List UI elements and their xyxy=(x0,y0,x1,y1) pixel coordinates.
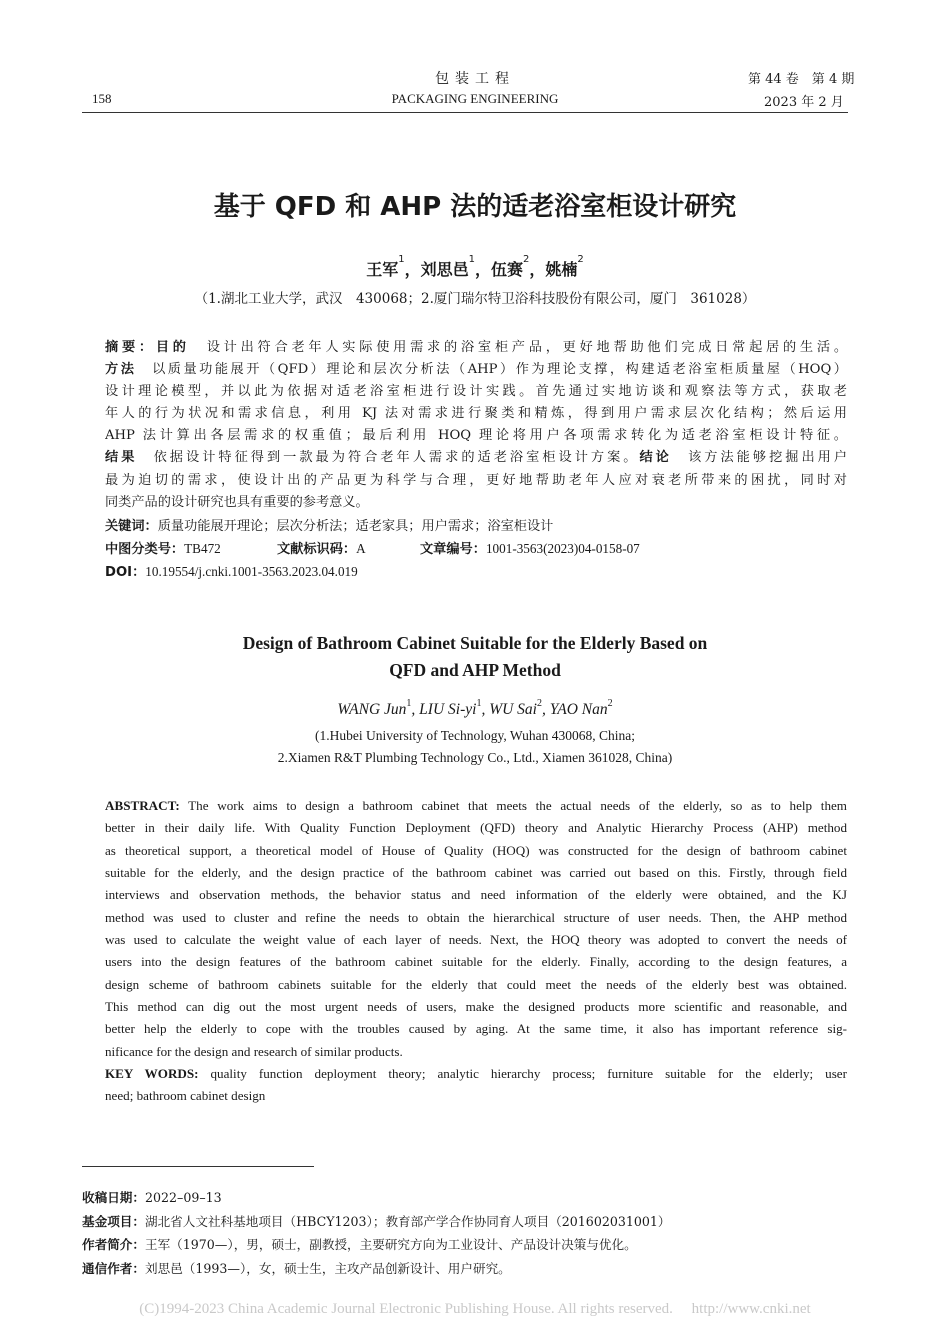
abstract-cn-label: 摘要： xyxy=(105,340,156,355)
author-affiliation-mark: 2 xyxy=(607,698,613,709)
abstract-text: 最为迫切的需求，使设计出的产品更为科学与合理，更好地帮助老年人应对衰老所带来的困扰，同时对 xyxy=(105,472,847,488)
doi-row xyxy=(105,561,358,580)
abstract-cn-line xyxy=(105,470,847,492)
footnote-label: 通信作者： xyxy=(82,1260,145,1276)
abstract-text: 依据设计特征得到一款最为符合老年人需求的适老浴室柜设计方案。 xyxy=(137,450,640,466)
abstract-cn-line xyxy=(105,492,847,514)
copyright-watermark: (C)1994-2023 China Academic Journal Electronic Publishing House. All rights reserved. http://www.cnki.net xyxy=(139,1301,811,1317)
abstract-text: The work aims to design a bathroom cabinet that meets the actual needs of the elderly, so as to help them xyxy=(179,798,847,813)
abstract-en-line xyxy=(105,817,847,839)
abstract-text: as theoretical support, a theoretical model of House of Quality (HOQ) was constructed for the design of bathroom cabinet xyxy=(105,842,847,858)
doi-label: DOI： xyxy=(105,565,146,580)
abstract-section-label: 结论 xyxy=(639,450,672,466)
author-name: YAO Nan xyxy=(549,701,608,718)
footnote-item xyxy=(82,1258,511,1277)
author-name: WU Sai xyxy=(489,701,537,718)
keywords-text: need; bathroom cabinet design xyxy=(105,1088,266,1104)
affiliation-cn: （1.湖北工业大学，武汉 430068；2.厦门瑞尔特卫浴科技股份有限公司，厦门 361028） xyxy=(194,291,756,307)
author-name: WANG Jun xyxy=(337,701,407,718)
keywords-cn-label: 关键词： xyxy=(105,519,158,534)
author-affiliation-mark: 1 xyxy=(406,698,412,709)
affiliation-en-line: 2.Xiamen R&T Plumbing Technology Co., Ltd., Xiamen 361028, China) xyxy=(277,750,673,765)
footnote-divider xyxy=(82,1166,314,1167)
keywords-cn xyxy=(105,515,553,534)
abstract-cn-line xyxy=(105,337,847,359)
author-name: 刘思邑 xyxy=(420,260,469,279)
abstract-en-line xyxy=(105,840,847,862)
abstract-text: AHP 法计算出各层需求的权重值；最后利用 HOQ 理论将用户各项需求转化为适老浴室柜设计特征。 xyxy=(105,428,847,444)
abstract-cn xyxy=(105,337,847,514)
author-separator: , xyxy=(481,701,490,718)
footnote-item xyxy=(82,1234,637,1253)
keywords-en-line xyxy=(105,1085,847,1107)
journal-name-cn: 包装工程 xyxy=(435,71,515,87)
footnote-label: 收稿日期： xyxy=(82,1190,145,1205)
abstract-text: 设计理论模型，并以此为依据对适老浴室柜进行设计实践。首先通过实地访谈和观察法等方式，获取老 xyxy=(105,384,847,400)
abstract-en-line xyxy=(105,907,847,929)
abstract-en-line xyxy=(105,862,847,884)
abstract-en-line xyxy=(105,884,847,906)
title-en-line: Design of Bathroom Cabinet Suitable for the Elderly Based on xyxy=(242,633,708,653)
author-name: LIU Si-yi xyxy=(419,701,477,718)
footnote-label: 基金项目： xyxy=(82,1213,145,1229)
issue-date: 2023 年 2 月 xyxy=(764,95,844,110)
journal-name-en: PACKAGING ENGINEERING xyxy=(391,91,559,106)
doi-link[interactable]: 10.19554/j.cnki.1001-3563.2023.04.019 xyxy=(145,564,358,579)
author-affiliation-mark: 1 xyxy=(398,254,405,265)
abstract-en-label: ABSTRACT: xyxy=(105,798,180,813)
abstract-text: better help the elderly to cope with the troubles caused by aging. At the same time, it also has important reference sig- xyxy=(105,1021,847,1037)
abstract-text: 以质量功能展开（QFD）理论和层次分析法（AHP）作为理论支撑，构建适老浴室柜质量屋（HOQ） xyxy=(136,362,847,378)
author-name: 姚楠 xyxy=(545,260,578,279)
author-separator: ， xyxy=(529,260,546,279)
keywords-text: quality function deployment theory; analytic hierarchy process; furniture suitable for the elderly; user xyxy=(198,1066,847,1082)
abstract-en-line xyxy=(105,1041,847,1063)
abstract-en-line xyxy=(105,974,847,996)
abstract-en xyxy=(105,795,847,1108)
page-number: 158 xyxy=(92,91,112,106)
footnote-text: 2022–09–13 xyxy=(144,1190,222,1205)
abstract-text: nificance for the design and research of similar products. xyxy=(105,1043,403,1059)
author-affiliation-mark: 1 xyxy=(468,254,475,265)
document-code xyxy=(277,538,366,557)
footnote-text: 刘思邑（1993—），女，硕士生，主攻产品创新设计、用户研究。 xyxy=(144,1260,511,1276)
author-list-cn xyxy=(0,254,950,280)
author-list-en xyxy=(0,698,950,719)
author-name: 王军 xyxy=(366,260,399,279)
abstract-cn-line xyxy=(105,425,847,447)
abstract-section-label: 目的 xyxy=(155,340,190,355)
abstract-cn-line xyxy=(105,359,847,381)
abstract-en-line xyxy=(105,929,847,951)
abstract-en-line xyxy=(105,996,847,1018)
abstract-text: 设计出符合老年人实际使用需求的浴室柜产品，更好地帮助他们完成日常起居的生活。 xyxy=(189,340,847,355)
abstract-text: better in their daily life. With Quality Function Deployment (QFD) theory and Analytic Hierarchy Process (AHP) method xyxy=(105,820,847,836)
keywords-en-line xyxy=(105,1063,847,1085)
footnote-item xyxy=(82,1187,222,1206)
abstract-en-line xyxy=(105,951,847,973)
abstract-text: interviews and observation methods, the behavior status and need information of the elderly were obtained, and the KJ xyxy=(105,887,847,903)
abstract-en-line xyxy=(105,1018,847,1040)
abstract-text: 同类产品的设计研究也具有重要的参考意义。 xyxy=(105,494,369,510)
author-separator: ， xyxy=(404,260,421,279)
abstract-section-label: 结果 xyxy=(105,450,138,466)
abstract-text: design scheme of bathroom cabinets suitable for the elderly that could meet the needs of the elderly best was obtained. xyxy=(105,976,847,992)
abstract-text: was used to calculate the weight value of each layer of needs. Next, the HOQ theory was adopted to convert the needs of xyxy=(105,932,847,948)
article-code: 1001-3563(2023)04-0158-07 xyxy=(485,541,640,556)
abstract-text: 年人的行为状况和需求信息，利用 KJ 法对需求进行聚类和精炼，得到用户需求层次化结构；然后运用 xyxy=(105,406,847,422)
volume-issue: 第 44 卷 第 4 期 xyxy=(748,72,855,87)
footnote-item xyxy=(82,1211,671,1230)
abstract-text: users into the design features of the bathroom cabinet suitable for the elderly. Finally, according to the design features, a xyxy=(105,954,847,970)
author-separator: ， xyxy=(474,260,491,279)
author-separator: , xyxy=(411,701,420,718)
article-label: 文章编号： xyxy=(420,542,486,557)
author-separator: , xyxy=(541,701,550,718)
footnote-text: 湖北省人文社科基地项目（HBCY1203）；教育部产学合作协同育人项目（201602031001） xyxy=(144,1213,671,1229)
abstract-text: method was used to cluster and refine the needs to obtain the hierarchical structure of user needs. Then, the AHP method xyxy=(105,909,847,925)
author-affiliation-mark: 2 xyxy=(536,698,542,709)
paper-title-en xyxy=(0,630,950,684)
article-number xyxy=(420,538,640,557)
author-affiliation-mark: 2 xyxy=(523,254,530,265)
footnote-label: 作者简介： xyxy=(82,1237,145,1252)
author-name: 伍赛 xyxy=(491,260,524,279)
title-en-line: QFD and AHP Method xyxy=(389,660,561,680)
paper-title-cn: 基于 QFD 和 AHP 法的适老浴室柜设计研究 xyxy=(213,192,737,222)
affiliation-en xyxy=(0,725,950,769)
clc-label: 中图分类号： xyxy=(105,542,185,557)
keywords-cn-text: 质量功能展开理论；层次分析法；适老家具；用户需求；浴室柜设计 xyxy=(157,519,554,534)
author-affiliation-mark: 1 xyxy=(476,698,482,709)
classification-row xyxy=(105,538,221,557)
abstract-cn-line xyxy=(105,381,847,403)
author-affiliation-mark: 2 xyxy=(577,254,584,265)
clc-code: TB472 xyxy=(184,541,221,556)
keywords-en-label: KEY WORDS: xyxy=(105,1066,199,1082)
abstract-cn-line xyxy=(105,447,847,469)
doc-code: A xyxy=(356,541,366,556)
header-divider xyxy=(82,112,848,113)
abstract-section-label: 方法 xyxy=(105,362,137,378)
abstract-text: suitable for the elderly, and the design practice of the bathroom cabinet was carried out based on this. Firstly, through field xyxy=(105,865,847,881)
footnote-text: 王军（1970—），男，硕士，副教授，主要研究方向为工业设计、产品设计决策与优化。 xyxy=(144,1237,637,1252)
abstract-cn-line xyxy=(105,403,847,425)
affiliation-en-line: (1.Hubei University of Technology, Wuhan 430068, China; xyxy=(315,728,635,743)
abstract-text: 该方法能够挖掘出用户 xyxy=(671,450,847,466)
abstract-en-line xyxy=(105,795,847,817)
abstract-text: This method can dig out the most urgent needs of users, make the designed products more scientific and reasonable, and xyxy=(105,999,847,1015)
doc-label: 文献标识码： xyxy=(277,542,357,557)
